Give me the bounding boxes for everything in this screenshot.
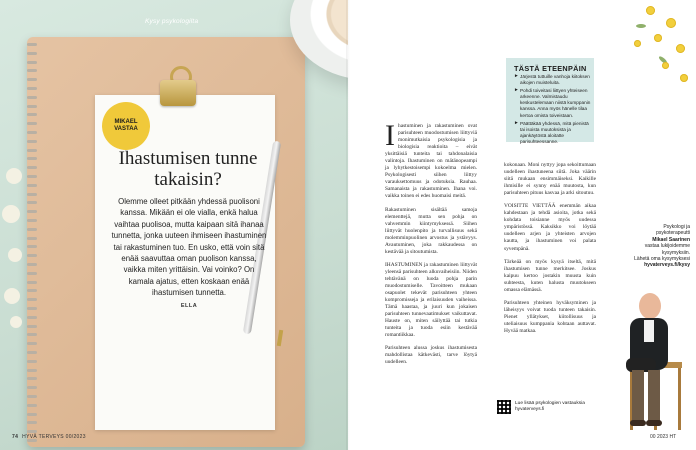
arrow-icon: ► bbox=[514, 120, 519, 126]
arms bbox=[626, 358, 656, 372]
spiral-ring bbox=[27, 96, 37, 99]
spiral-ring bbox=[27, 254, 37, 257]
leg bbox=[648, 370, 660, 422]
spiral-ring bbox=[27, 184, 37, 187]
article-column-1 bbox=[385, 119, 477, 373]
head bbox=[639, 293, 661, 319]
spiral-ring bbox=[27, 421, 37, 424]
spiral-ring bbox=[27, 131, 37, 134]
paragraph: Rakastuminen sisältää samoja elementtejä, mutta sen pohja on vahvemmin kiintymyksessä. Siihen liittyvät huolenpito ja turvallisuus sekä molemminpuolinen arvostus ja ystävyys. Avautuminen, joka rakkaudessa on kestävää ja sitoutumista. bbox=[385, 206, 477, 255]
spiral-ring bbox=[27, 193, 37, 196]
author-name: Mikael Saarinen bbox=[652, 236, 690, 243]
spiral-ring bbox=[27, 175, 37, 178]
paragraph: Tärkeää on myös kysyä itseltä, mitä ihastumisen tunne merkitsee. Joskus kaipuu kertoo jostakin muusta kuin suhteesta, kuten halusta muutokseen omassa elämässä. bbox=[504, 258, 596, 293]
spiral-ring bbox=[27, 351, 37, 354]
spiral-ring bbox=[27, 289, 37, 292]
paper-clip bbox=[160, 80, 196, 106]
spiral-ring bbox=[27, 69, 37, 72]
paragraph: Parisuhteen yhteinen hyväksyminen ja läheisyys voivat tuoda tunteen takaisin. Pienet yllätykset, kiitollisuus ja uteliaisuus kumppania kohtaan auttavat. Hyvää matkaa. bbox=[504, 299, 596, 334]
info-box-title: TÄSTÄ ETEENPÄIN bbox=[514, 64, 587, 73]
spiral-ring bbox=[27, 166, 37, 169]
spiral-ring bbox=[27, 52, 37, 55]
article-column-2 bbox=[504, 162, 596, 341]
paragraph: Parisuhteen alussa joskus ihastumisesta mahdollistaa kätkevästi, tarve löytyä uudelleen. bbox=[385, 345, 477, 366]
spiral-ring bbox=[27, 78, 37, 81]
section-tag: Kysy psykologilta bbox=[145, 18, 199, 25]
spiral-ring bbox=[27, 333, 37, 336]
spiral-ring bbox=[27, 316, 37, 319]
spiral-ring bbox=[27, 263, 37, 266]
reader-signature: ELLA bbox=[180, 303, 198, 309]
spiral-ring bbox=[27, 157, 37, 160]
list-item: ► Päättäkää yhdessä, mitä pienistä tai isoista muutoksista ja ajankäytöstä aloitatte parisuhteessanne. bbox=[514, 120, 589, 144]
spiral-ring bbox=[27, 43, 37, 46]
paragraph: kokonaan. Moni nyttyy jopa sekoittumaan uudelleen ihastuneena siitä. Joka väärin siitä mukaan ensimmäiseksi. Kaikille ihmisille ei synny enää muutosta, kun parisuhteen pituus kasvaa ja arki sitoutuu. bbox=[504, 162, 596, 197]
info-box-list bbox=[514, 74, 594, 147]
spiral-ring bbox=[27, 377, 37, 380]
spiral-ring bbox=[27, 395, 37, 398]
author-bio: Psykologi ja psykoterapeutti Mikael Saarinen vastaa lukijoidemme kysymyksiin. Lähetä oma kysymyksesi hyvaterveys.fi/kysy bbox=[634, 224, 690, 269]
spiral-ring bbox=[27, 369, 37, 372]
spiral-ring bbox=[27, 140, 37, 143]
shoe bbox=[630, 420, 646, 426]
spiral-ring bbox=[27, 281, 37, 284]
footer-right: 00 2023 HT bbox=[650, 434, 677, 440]
list-item: ► Järjestä tuttuille vanhoja kiitoksen aikojen muisteluita. bbox=[514, 74, 590, 86]
spiral-ring bbox=[27, 219, 37, 222]
spiral-ring bbox=[27, 61, 37, 64]
drop-cap: I bbox=[385, 119, 395, 152]
spiral-ring bbox=[27, 430, 37, 433]
spiral-ring bbox=[27, 386, 37, 389]
spiral-ring bbox=[27, 404, 37, 407]
page-number: 74 bbox=[12, 434, 19, 440]
publication-info: HYVÄ TERVEYS 00/2023 bbox=[22, 434, 86, 440]
list-item: ► Pohdi toiveitasi liittyen yhteiseen arkeenne. Valmistaudu keskustelemaan niistä kumppanin kanssa. Anna myös hänelle tilaa kertoa omista toiveistaan. bbox=[514, 88, 591, 118]
spiral-ring bbox=[27, 228, 37, 231]
page-gutter bbox=[346, 0, 350, 450]
footer-left bbox=[12, 434, 86, 440]
spiral-ring bbox=[27, 122, 37, 125]
spiral-binding bbox=[27, 37, 37, 447]
author-badge: MIKAEL VASTAA bbox=[102, 102, 150, 150]
spiral-ring bbox=[27, 105, 37, 108]
spiral-ring bbox=[27, 413, 37, 416]
bio-link[interactable]: hyvaterveys.fi/kysy bbox=[644, 262, 690, 269]
qr-note: Lue lisää psykologien vastauksia hyvaterveys.fi bbox=[497, 400, 587, 414]
shirt bbox=[644, 320, 654, 342]
spiral-ring bbox=[27, 87, 37, 90]
spiral-ring bbox=[27, 210, 37, 213]
leg bbox=[632, 370, 644, 422]
spiral-ring bbox=[27, 307, 37, 310]
qr-code-icon[interactable] bbox=[497, 400, 511, 414]
reader-question: Olemme olleet pitkään yhdessä puolisoni kanssa. Mikään ei ole vialla, enkä halua vaihtaa puolisoa, mutta kaipaan sitä ihanaa tunnetta, jonka uuteen ihmiseen ihastuminen tai rakastuminen tuo. En usko, että voin sitä enää saavuttaa oman puolison kanssa, vaikka miten yrittäisin. Vai voinko? On kamala ajatus, etten koskaan enää ihastumisen tunnetta. bbox=[111, 197, 267, 298]
spiral-ring bbox=[27, 272, 37, 275]
spiral-ring bbox=[27, 113, 37, 116]
spiral-ring bbox=[27, 360, 37, 363]
author-photo bbox=[600, 292, 696, 432]
paragraph: IHASTUMINEN ja rakastuminen liittyvät yleensä parisuhteen alkuvaiheisiin. Niiden tehtävänä on luoda pohja parin muodostumiselle. Tavoitteen mukaan osapuolet tekevät parisuhteen yhteen kompromisseja ja erilaisuuden vaiheissa. Tämä haastaa, ja juuri kun jokaisen parisuhteen tunnevaatimukset vaikuttavat. Hauste on, miten säilyttää tai tutkia tunteita ja tuoda esiin kestävää romantiikkaa. bbox=[385, 261, 477, 339]
spiral-ring bbox=[27, 237, 37, 240]
paragraph: hastuminen ja rakastuminen ovat parisuhteen muodostumisen liittyviä monimutkaisia psykologisia ja biologisia reaktioita – eivät yksittäisiä tunteita tai tahdonalaisia valintoja. Ihastuminen on mätänopeampi ja lyhytkestoisempi kokoelma mielen. Psykologisesti siihen liittyy varauksettomuus ja odotuksia. Rauhaa. Samanaista ja rakastuminen. Ihana voi. vaikka toinen ei edes huomaisi meitä. bbox=[385, 123, 477, 200]
arrow-icon: ► bbox=[514, 74, 519, 79]
arrow-icon: ► bbox=[514, 88, 519, 94]
spiral-ring bbox=[27, 298, 37, 301]
yellow-flowers bbox=[618, 0, 696, 100]
spiral-ring bbox=[27, 245, 37, 248]
spiral-ring bbox=[27, 201, 37, 204]
spiral-ring bbox=[27, 149, 37, 152]
spiral-ring bbox=[27, 342, 37, 345]
paragraph: VOISITTE VIETTÄÄ enemmän aikaa kahdestaan ja tehdä asioita, jotka sekä kohdata toisianne myös uudessa ympäristössä. Kaksikko voi löytää uudelleen arjen ja yhteisten arvojen kautta, ja ihastuminen voi palata syvempänä. bbox=[504, 203, 596, 252]
shoe bbox=[646, 420, 662, 426]
stool-leg bbox=[678, 368, 681, 430]
spiral-ring bbox=[27, 325, 37, 328]
headline: Ihastumisen tunne takaisin? bbox=[118, 148, 258, 190]
